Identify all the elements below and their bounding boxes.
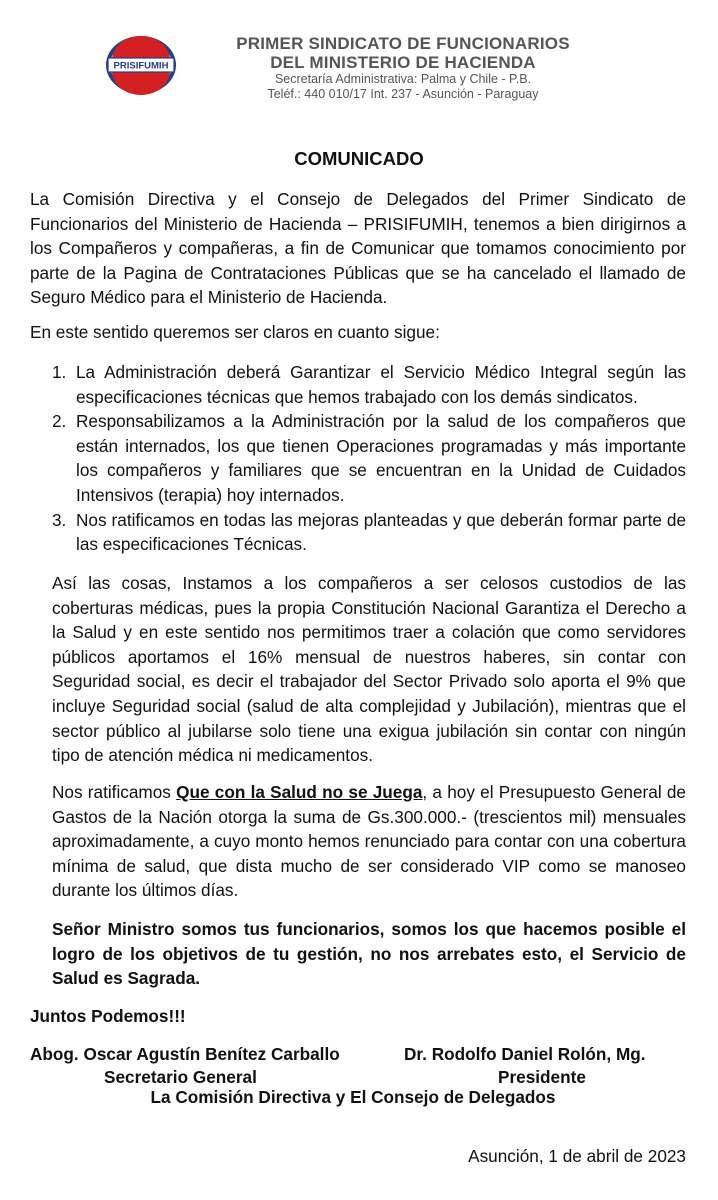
numbered-list xyxy=(30,360,686,557)
budget-emphasis: Que con la Salud no se Juega xyxy=(176,782,423,802)
list-item xyxy=(30,409,686,507)
signatory-body: La Comisión Directiva y El Consejo de Delegados xyxy=(150,1087,556,1107)
org-name-line2: DEL MINISTERIO DE HACIENDA xyxy=(270,53,536,72)
org-header xyxy=(208,34,598,102)
list-number: 2. xyxy=(52,411,67,432)
list-number: 1. xyxy=(52,362,67,382)
signatory-left-name: Abog. Oscar Agustín Benítez Carballo xyxy=(30,1044,340,1064)
paragraph-coverage: Así las cosas, Instamos a los compañeros a ser celosos custodios de las coberturas médicas, pues la propia Constitución Nacional Garantiza el Derecho a la Salud y en este sentido nos permitimos traer a colación que como servidores públicos aportamos el 16% mensual de nuestros haberes, sin contar con Seguridad social, es decir el trabajador del Sector Privado solo aporta el 9% que incluye Seguridad social (salud de alta complejidad y Jubilación), mientras que el sector público al jubilarse solo tiene una exigua jubilación sin contar con ningún tipo de atención médica ni medicamentos. xyxy=(52,573,686,766)
paragraph-budget xyxy=(52,780,686,903)
budget-text-before: Nos ratificamos xyxy=(52,782,177,802)
list-item xyxy=(30,360,686,409)
list-number: 3. xyxy=(52,509,67,530)
signatory-right-role: Presidente xyxy=(498,1067,586,1087)
closing-slogan: Juntos Podemos!!! xyxy=(30,1006,186,1026)
org-phone: Teléf.: 440 010/17 Int. 237 - Asunción - Paraguay xyxy=(267,87,539,101)
document-date: Asunción, 1 de abril de 2023 xyxy=(468,1146,686,1166)
list-text: Responsabilizamos a la Administración por la salud de los compañeros que están internados, los que tienen Operaciones programadas y más importante los compañeros y familiares que se encuentran en la Unidad de Cuidados Intensivos (terapia) hoy internados. xyxy=(76,411,686,505)
paragraph-lead: En este sentido queremos ser claros en cuanto sigue: xyxy=(30,322,440,342)
document-title: COMUNICADO xyxy=(294,148,424,169)
prisifumih-logo xyxy=(104,34,178,96)
list-text: Nos ratificamos en todas las mejoras planteadas y que deberán formar parte de las especificaciones Técnicas. xyxy=(76,509,686,555)
list-item xyxy=(30,508,686,557)
paragraph-appeal: Señor Ministro somos tus funcionarios, somos los que hacemos posible el logro de los objetivos de tu gestión, no nos arrebates esto, el Servicio de Salud es Sagrada. xyxy=(52,919,686,989)
signatory-right-name: Dr. Rodolfo Daniel Rolón, Mg. xyxy=(404,1044,646,1064)
org-name-line1: PRIMER SINDICATO DE FUNCIONARIOS xyxy=(236,34,570,53)
logo-text: PRISIFUMIH xyxy=(113,60,169,72)
org-address: Secretaría Administrativa: Palma y Chile - P.B. xyxy=(274,72,532,86)
paragraph-intro: La Comisión Directiva y el Consejo de Delegados del Primer Sindicato de Funcionarios del Ministerio de Hacienda – PRISIFUMIH, tenemos a bien dirigirnos a los Compañeros y compañeras, a fin de Comunicar que tomamos conocimiento por parte de la Pagina de Contrataciones Públicas que se ha cancelado el llamado de Seguro Médico para el Ministerio de Hacienda. xyxy=(30,189,686,308)
list-text: La Administración deberá Garantizar el Servicio Médico Integral según las especificaciones técnicas que hemos trabajado con los demás sindicatos. xyxy=(76,362,686,407)
signatory-left-role: Secretario General xyxy=(104,1067,257,1087)
budget-text-after: , a hoy el Presupuesto General de Gastos de la Nación otorga la suma de Gs.300.000.- (trescientos mil) mensuales aproximadamente, a cuyo monto hemos renunciado para contar con una cobertura mínima de salud, que dista mucho de ser considerado VIP como se manoseo durante los últimos días. xyxy=(52,782,686,901)
